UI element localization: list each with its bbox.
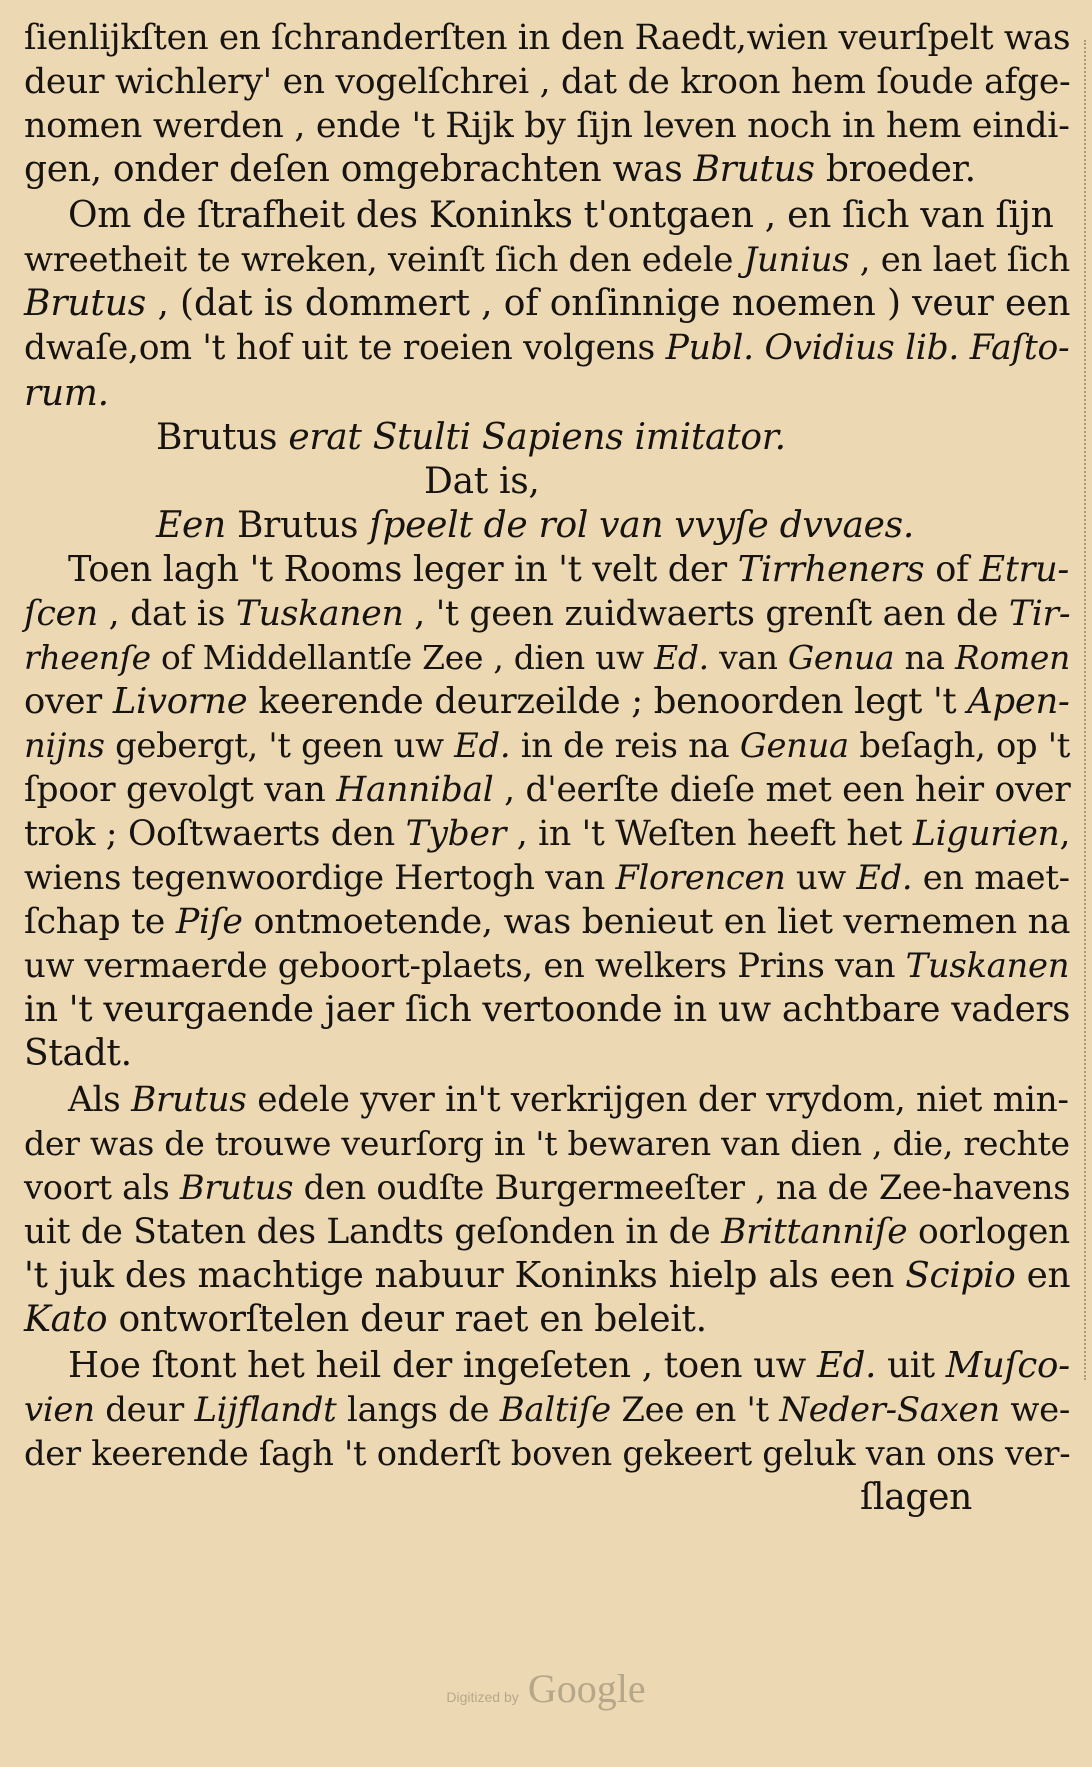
italic-segment: Junius xyxy=(743,240,850,279)
italic-segment: Hannibal xyxy=(336,770,494,810)
italic-segment: Brutus xyxy=(179,1168,294,1207)
italic-segment: Brutus xyxy=(693,149,815,190)
text-segment: we- xyxy=(999,1390,1071,1429)
text-segment: uit de Staten des Landts geſonden in de xyxy=(24,1212,722,1252)
text-segment: , en laet ſich xyxy=(849,240,1070,279)
italic-segment: nijns xyxy=(24,726,105,765)
text-line xyxy=(24,236,1070,284)
text-segment: Hoe ſtont het heil der ingeſeten , toen uw xyxy=(68,1345,817,1386)
text-segment: ſienlijkſten en ſchranderſten in den Raedt,wien veurſpelt was xyxy=(24,18,1071,58)
text-segment: in de reis na xyxy=(510,726,740,765)
italic-segment: Genua xyxy=(739,726,849,765)
text-segment: beſagh, op 't xyxy=(848,726,1071,765)
text-line xyxy=(156,502,914,550)
text-line xyxy=(24,58,1070,106)
text-line xyxy=(24,324,1069,372)
text-segment: deur xyxy=(94,1390,195,1429)
text-line xyxy=(24,146,976,194)
text-line xyxy=(24,1296,707,1344)
italic-segment: Tirrheners xyxy=(737,549,925,590)
italic-segment: Ed. xyxy=(816,1345,877,1386)
text-line xyxy=(24,810,1070,858)
italic-segment: Brittanniſe xyxy=(721,1212,908,1252)
italic-segment: rum. xyxy=(24,373,109,414)
text-line xyxy=(24,280,1070,328)
text-segment: Toen lagh 't Rooms leger in 't velt der xyxy=(68,549,738,590)
italic-segment: Genua xyxy=(787,638,895,677)
italic-segment: Brutus xyxy=(131,1080,247,1120)
text-line xyxy=(24,634,1070,682)
text-segment: Om de ſtrafheit des Koninks t'ontgaen , en ſich van ſijn xyxy=(68,195,1054,236)
text-segment: en xyxy=(1015,1255,1071,1296)
italic-segment: Ed. xyxy=(454,726,511,765)
italic-segment: Scipio xyxy=(905,1255,1016,1296)
text-line xyxy=(860,1474,972,1522)
italic-segment: Tir- xyxy=(1008,594,1071,634)
text-line xyxy=(24,766,1070,814)
text-line xyxy=(68,1342,1070,1390)
text-segment: edele yver in't verkrijgen der vrydom, niet min- xyxy=(246,1080,1069,1120)
italic-segment: Ed. xyxy=(654,638,709,677)
text-segment: wreetheit te wreken, veinſt ſich den edele xyxy=(24,240,744,279)
text-segment: , (dat is dommert , of onſinnige noemen ) veur een xyxy=(146,283,1071,324)
text-segment: , in 't Weſten heeft het xyxy=(506,814,913,854)
italic-segment: Tuskanen xyxy=(905,946,1070,985)
italic-segment: Muſco- xyxy=(945,1345,1070,1386)
text-line xyxy=(24,1164,1070,1212)
text-line xyxy=(156,414,786,462)
text-line xyxy=(24,14,1070,62)
italic-segment: rheenſe xyxy=(24,638,151,677)
digitized-watermark xyxy=(0,1665,1092,1712)
text-segment: ontworſtelen deur raet en beleit. xyxy=(107,1299,707,1340)
text-segment: oorlogen xyxy=(907,1212,1070,1252)
text-segment: Brutus xyxy=(156,417,289,458)
text-segment: broeder. xyxy=(814,149,976,190)
text-segment: uw xyxy=(785,858,857,897)
italic-segment: Piſe xyxy=(175,902,243,942)
italic-segment: Etru- xyxy=(979,549,1069,590)
italic-segment: Tuskanen xyxy=(235,594,404,634)
italic-segment: erat Stulti Sapiens imitator. xyxy=(288,417,786,458)
italic-segment: Ligurien xyxy=(912,814,1060,854)
text-line xyxy=(24,678,1070,726)
text-segment: na xyxy=(894,638,955,677)
italic-segment: Tyber xyxy=(405,814,506,854)
text-segment: Als xyxy=(68,1080,132,1120)
italic-segment: Een xyxy=(156,505,226,546)
italic-segment: ſcen xyxy=(24,594,98,634)
text-segment: Zee en 't xyxy=(610,1390,780,1429)
text-segment: ſchap te xyxy=(24,902,176,942)
text-segment: of xyxy=(924,549,980,590)
text-segment: Dat is, xyxy=(424,461,540,502)
text-segment: Stadt. xyxy=(24,1033,132,1074)
text-segment: , 't geen zuidwaerts grenſt aen de xyxy=(403,594,1009,634)
watermark-small: Digitized by xyxy=(446,1689,519,1705)
text-segment: en maet- xyxy=(912,858,1070,897)
text-line xyxy=(24,1030,132,1078)
page-text xyxy=(24,14,1074,1754)
text-segment: gebergt, 't geen uw xyxy=(104,726,455,765)
text-segment: langs de xyxy=(336,1390,500,1429)
text-segment: den oudſte Burgermeeſter , na de Zee-havens xyxy=(293,1168,1071,1207)
text-segment: trok ; Ooſtwaerts den xyxy=(24,814,406,854)
text-line xyxy=(24,898,1070,946)
italic-segment: Baltiſe xyxy=(499,1390,611,1429)
text-line xyxy=(24,942,1069,990)
text-segment: ontmoetende, was benieut en liet vernemen na xyxy=(242,902,1071,942)
text-segment: keerende deurzeilde ; benoorden legt 't xyxy=(247,681,968,722)
watermark-google: Google xyxy=(527,1666,646,1711)
text-segment: of Middellantſe Zee , dien uw xyxy=(150,638,655,677)
text-segment: uit xyxy=(876,1345,946,1386)
text-segment: der was de trouwe veurſorg in 't bewaren van dien , die, rechte xyxy=(24,1124,1070,1163)
text-segment: wiens tegenwoordige Hertogh van xyxy=(24,858,616,897)
text-segment: in 't veurgaende jaer ſich vertoonde in uw achtbare vaders xyxy=(24,989,1071,1030)
text-segment: ſlagen xyxy=(860,1477,973,1518)
text-line xyxy=(24,370,109,418)
text-line xyxy=(24,1252,1070,1300)
text-line xyxy=(24,854,1070,902)
text-line xyxy=(24,1208,1070,1256)
text-segment: deur wichlery' en vogelſchrei , dat de kroon hem ſoude afge- xyxy=(24,62,1071,102)
text-line xyxy=(24,1386,1070,1434)
italic-segment: Livorne xyxy=(112,681,248,722)
text-line xyxy=(24,986,1070,1034)
page-edge xyxy=(1080,40,1086,1380)
italic-segment: Kato xyxy=(24,1299,108,1340)
italic-segment: ſpeelt de rol van vvyſe dvvaes. xyxy=(369,505,915,546)
italic-segment: Florencen xyxy=(615,858,786,897)
text-segment: dwaſe,om 't hof uit te roeien volgens xyxy=(24,328,666,368)
text-segment: ſpoor gevolgt van xyxy=(24,770,337,810)
italic-segment: Romen xyxy=(954,638,1071,677)
italic-segment: Neder-Saxen xyxy=(779,1390,1000,1429)
text-line xyxy=(24,1430,1070,1478)
text-line xyxy=(68,546,1069,594)
italic-segment: Ed. xyxy=(856,858,913,897)
text-segment: der keerende ſagh 't onderſt boven gekeert geluk van ons ver- xyxy=(24,1434,1071,1473)
italic-segment: Apen- xyxy=(967,681,1070,722)
text-line xyxy=(24,1120,1070,1168)
italic-segment: Publ. Ovidius lib. Faſto- xyxy=(665,328,1070,368)
text-line xyxy=(424,458,540,506)
text-segment: 't juk des machtige nabuur Koninks hielp als een xyxy=(24,1255,906,1296)
text-segment: , dat is xyxy=(97,594,236,634)
text-segment: , xyxy=(1059,814,1071,854)
text-segment: uw vermaerde geboort-plaets, en welkers Prins van xyxy=(24,946,906,985)
italic-segment: Lijflandt xyxy=(194,1390,337,1429)
text-segment: voort als xyxy=(24,1168,180,1207)
italic-segment: vien xyxy=(24,1390,95,1429)
text-segment: gen, onder deſen omgebrachten was xyxy=(24,149,694,190)
text-line xyxy=(68,192,1053,240)
text-line xyxy=(24,102,1070,150)
italic-segment: Brutus xyxy=(24,283,147,324)
text-segment: Brutus xyxy=(225,505,370,546)
text-segment: , d'eerſte dieſe met een heir over xyxy=(493,770,1071,810)
text-segment: over xyxy=(24,681,113,722)
text-segment: nomen werden , ende 't Rijk by ſijn leven noch in hem eindi- xyxy=(24,106,1070,146)
text-line xyxy=(24,590,1070,638)
text-segment: van xyxy=(708,638,788,677)
text-line xyxy=(68,1076,1069,1124)
text-line xyxy=(24,722,1070,770)
